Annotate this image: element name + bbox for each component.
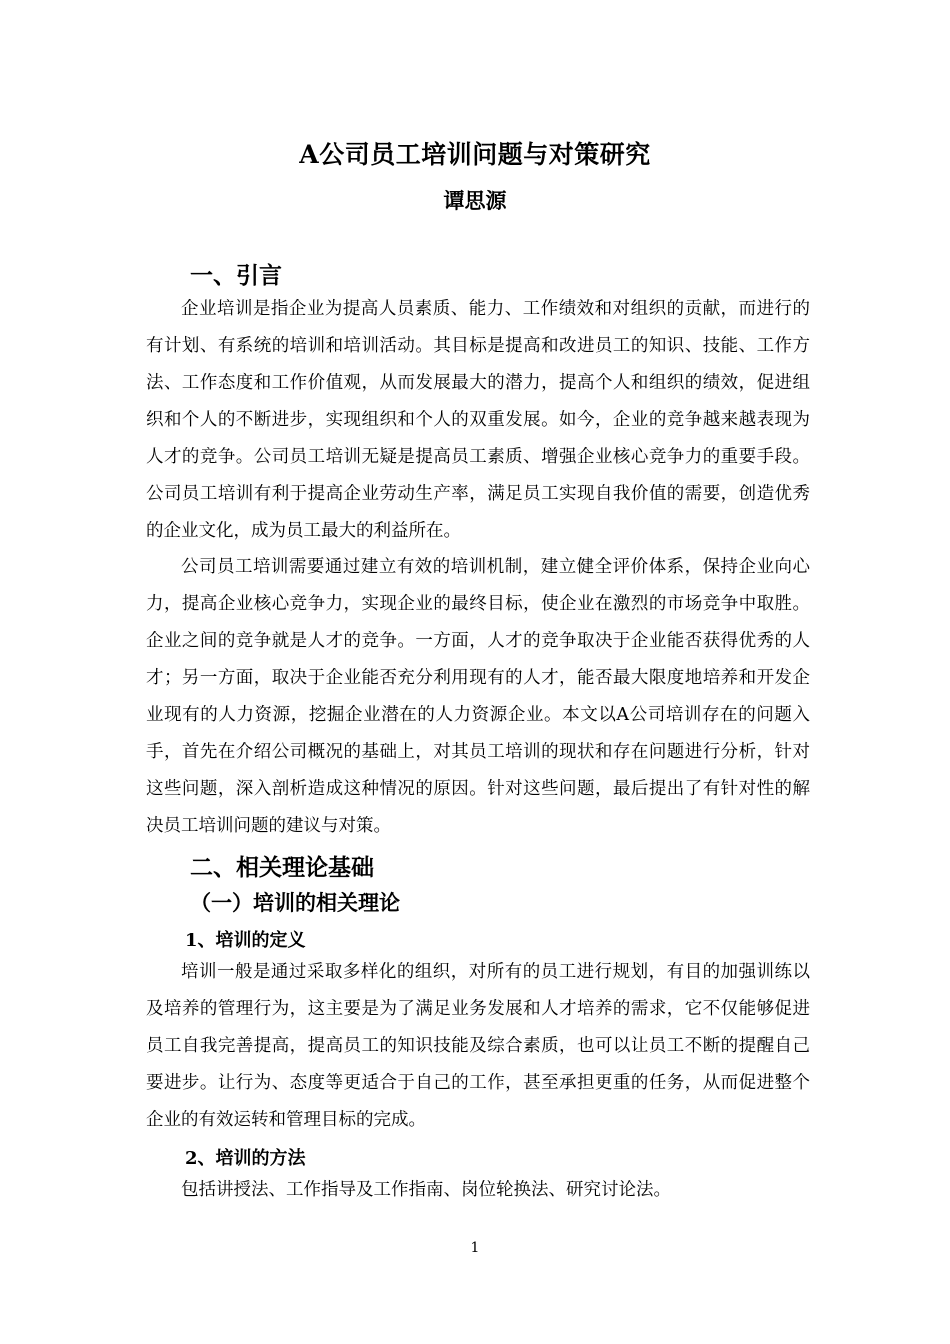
page-number: 1 [470,1240,480,1256]
definition-paragraph: 培训一般是通过采取多样化的组织，对所有的员工进行规划，有目的加强训练以及培养的管理行为，这主要是为了满足业务发展和人才培养的需求，它不仅能够促进员工自我完善提高，提高员工的知识技能及综合素质，也可以让员工不断的提醒自己要进步。让行为、态度等更适合于自己的工作，甚至承担更重的任务，从而促进整个企业的有效运转和管理目标的完成。 [146,962,810,1130]
subsection-heading-training-theory: （一）培训的相关理论 [190,890,400,915]
section-heading-intro: 一、引言 [190,262,282,289]
topic-heading-methods: 2、培训的方法 [185,1148,306,1169]
document-title: A公司员工培训问题与对策研究 [299,140,651,169]
section-heading-theory: 二、相关理论基础 [190,854,374,881]
topic-heading-definition: 1、培训的定义 [185,930,306,951]
methods-paragraph: 包括讲授法、工作指导及工作指南、岗位轮换法、研究讨论法。 [181,1180,671,1200]
intro-paragraph-2: 公司员工培训需要通过建立有效的培训机制，建立健全评价体系，保持企业向心力，提高企业核心竞争力，实现企业的最终目标，使企业在激烈的市场竞争中取胜。企业之间的竞争就是人才的竞争。一方面，人才的竞争取决于企业能否获得优秀的人才；另一方面，取决于企业能否充分利用现有的人才，能否最大限度地培养和开发企业现有的人力资源，挖掘企业潜在的人力资源企业。本文以A公司培训存在的问题入手，首先在介绍公司概况的基础上，对其员工培训的现状和存在问题进行分析，针对这些问题，深入剖析造成这种情况的原因。针对这些问题，最后提出了有针对性的解决员工培训问题的建议与对策。 [146,557,810,836]
author-name: 谭思源 [443,188,507,213]
intro-paragraph-1: 企业培训是指企业为提高人员素质、能力、工作绩效和对组织的贡献，而进行的有计划、有系统的培训和培训活动。其目标是提高和改进员工的知识、技能、工作方法、工作态度和工作价值观，从而发展最大的潜力，提高个人和组织的绩效，促进组织和个人的不断进步，实现组织和个人的双重发展。如今，企业的竞争越来越表现为人才的竞争。公司员工培训无疑是提高员工素质、增强企业核心竞争力的重要手段。公司员工培训有利于提高企业劳动生产率，满足员工实现自我价值的需要，创造优秀的企业文化，成为员工最大的利益所在。 [146,299,810,541]
